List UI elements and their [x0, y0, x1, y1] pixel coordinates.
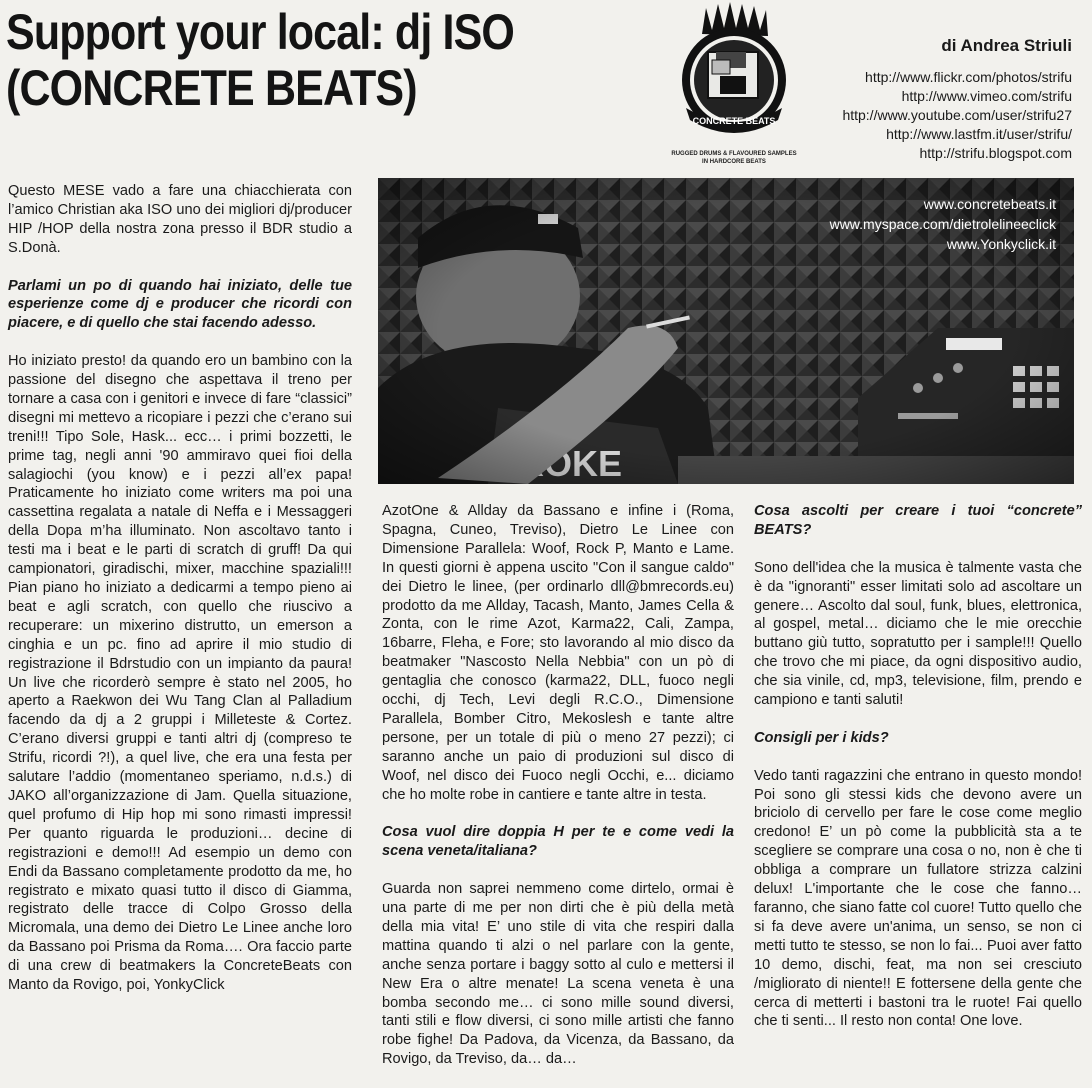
answer-1: Ho iniziato presto! da quando ero un bambino con la passione del disegno che aspettava il treno per tornare a casa con i genitori e invece di fare “classici” disegni mi mettevo a ricopiare i pezzi che c’erano sui treni!!! Tipo Sole, Hask... ecc… i primi bozzetti, le prime tag, negli anni '90 ammiravo quei fioi della salagiochi (you know) e i pezzi all’ex papa! Praticamente ho iniziato come writers ma poi una cassettina regalata a natale di Neffa e i Messaggeri della Dopa m’ha illuminato. Non ascoltavo tanto i testi ma i beat e le parti di scratch di gruff! Da qui campionatori, giradischi, mixer, macchine spaziali!!! Pian piano ho iniziato a dedicarmi a tempo pieno ai beat e agli scratch, con quello che riuscivo a recuperare: un mixerino distrutto, un emerson a cinghia e un pc. fino ad aprire il mio studio di registrazione il Bdrstudio con un impianto da paura! Un live che ricorderò sempre è stato nel 2005, ho aperto a Raekwon dei Wu Tang Clan al Palladium facendo da dj a 2 gruppi i Milleteste & Cortez. C’erano diversi gruppi e tanti altri dj (compreso te Strifu, ricordi ?!), a quel live, che era una festa per salutare l’addio (momentaneo speriamo, n.d.s.) di JAKO all’organizzazione di Jam. Quella situazione, quel profumo di Hip hop mi sono rimasti impressi! Per quanto riguarda le produzioni… decine di registrazioni e demo!!! Ad esempio un demo con Endi da Bassano completamente prodotto da me, ho registrato e mixato quasi tutto il disco di Giamma, registrato delle tracce di Colpo Grosso della Micromala, una demo dei Dietro Le Linee anche loro da Bassano poi Prisma da Roma…. Ora faccio parte di una crew di beatmakers la ConcreteBeats con Manto da Rovigo, poi, YonkyClick	[8, 353, 352, 994]
column-1	[8, 182, 352, 1014]
photo-link-yonkyclick[interactable]: www.Yonkyclick.it	[946, 236, 1056, 252]
author-links	[842, 68, 1072, 163]
answer-4: Vedo tanti ragazzini che entrano in questo mondo! Poi sono gli stessi kids che devono avere un briciolo di cervello per fare le cose come meglio credono! E’ un pò come la pubblicità sta a te scegliere se comprare una cosa o no, non è che ti obbliga a comprare un fullatore strizza calzini delux! L'importante che le cose che fanno… faranno, che siano fatte col cuore! Tutto quello che si fa deve avere un'anima, un senso, se non ci metti tutto te stesso, se non lo fai... Puoi aver fatto 10 demo, dischi, feat, ma non sei cresciuto /migliorato di niente!! E fottersene della gente che cerca di metterti i bastoni tra le ruote! Fai quello che ti senti... Il resto non conta! One love.	[754, 767, 1082, 1030]
answer-2: Guarda non saprei nemmeno come dirtelo, ormai è una parte di me per non dirti che è più della metà della mia vita! E’ uno stile di vita che respiri dalla mattina quando ti alzi o nel parlare con la gente, anche senza portare i baggy sotto al culo e mettersi il New Era o altre menate! La scena veneta è una bomba secondo me… ci sono mille sound diversi, tanti stili e flow diversi, ci sono mille artisti che fanno robe fighe! Da Padova, da Vicenza, da Bassano, da Rovigo, da Treviso, da… da…	[382, 881, 734, 1068]
link-vimeo[interactable]: http://www.vimeo.com/strifu	[901, 88, 1072, 104]
answer-3: Sono dell'idea che la musica è talmente vasta che è da "ignoranti" esser limitati solo ad ascoltare un genere… Ascolto dal soul, funk, blues, elettronica, al gospel, metal… diciamo che le mie orecchie buttano giù tutto, sopratutto per i sample!!! Quello che trovo che mi piace, da ogni dispositivo audio, che sia vinile, cd, mp3, televisione, film, prendo e campiono e tanti saluti!	[754, 559, 1082, 709]
logo-tagline-line-1: RUGGED DRUMS & FLAVOURED SAMPLES	[671, 151, 797, 157]
link-youtube[interactable]: http://www.youtube.com/user/strifu27	[842, 107, 1072, 123]
studio-photo	[378, 178, 1074, 484]
logo-tagline-line-2: IN HARDCORE BEATS	[702, 159, 766, 165]
svg-text:CONCRETE BEATS: CONCRETE BEATS	[692, 116, 776, 126]
photo-links	[830, 194, 1056, 254]
question-2: Cosa vuol dire doppia H per te e come vedi la scena veneta/italiana?	[382, 824, 734, 860]
column-3	[754, 502, 1082, 1050]
link-blog[interactable]: http://strifu.blogspot.com	[919, 145, 1072, 161]
concrete-beats-logo	[672, 0, 796, 170]
title-line-2: (CONCRETE BEATS)	[6, 60, 417, 116]
question-4: Consigli per i kids?	[754, 729, 889, 746]
link-lastfm[interactable]: http://www.lastfm.it/user/strifu/	[886, 126, 1072, 142]
article-title	[6, 4, 574, 116]
answer-1-continued: AzotOne & Allday da Bassano e infine i (Roma, Spagna, Cuneo, Treviso), Dietro Le Linee con Dimensione Parallela: Woof, Rock P, Manto e Lame. In questi giorni è appena uscito "Con il sangue caldo" dei Dietro le linee, (per ordinarlo dll@bmrecords.eu) prodotto da me Allday, Tacash, Manto, James Cella & Zonta, con le rime Azot, Karma22, Cali, Zampa, 16barre, Fleha, e Fore; sto lavorando al mio disco da beatmaker "Nascosto Nella Nebbia" con un pò di gentaglia che conosco (karma22, DLL, fuoco negli occhi, dj Tech, Levi degli R.C.O., Dimensione Parallela, Bomber Citro, Mekoslesh e tante altre persone, per un totale di più o meno 27 pezzi); ci saranno anche un paio di produzioni sul disco di Woof, nel disco dei Fuoco negli Occhi, e... diciamo che ho molte robe in cantiere e tante altre in testa.	[382, 503, 734, 803]
question-3: Cosa ascolti per creare i tuoi “concrete” BEATS?	[754, 503, 1082, 538]
column-2	[382, 502, 734, 1088]
logo-tagline	[668, 150, 800, 166]
intro-paragraph: Questo MESE vado a fare una chiacchierata con l’amico Christian aka ISO uno dei migliori dj/producer HIP /HOP della nostra zona presso il BDR studio a S.Donà.	[8, 183, 352, 256]
link-flickr[interactable]: http://www.flickr.com/photos/strifu	[865, 69, 1072, 85]
photo-link-concretebeats[interactable]: www.concretebeats.it	[923, 196, 1056, 212]
photo-link-myspace[interactable]: www.myspace.com/dietrolelineeclick	[829, 216, 1056, 232]
question-1: Parlami un po di quando hai iniziato, delle tue esperienze come dj e producer che ricordi con piacere, e di quello che stai facendo adesso.	[8, 277, 352, 332]
author-byline: di Andrea Striuli	[941, 36, 1072, 55]
title-line-1: Support your local: dj ISO	[6, 4, 515, 60]
